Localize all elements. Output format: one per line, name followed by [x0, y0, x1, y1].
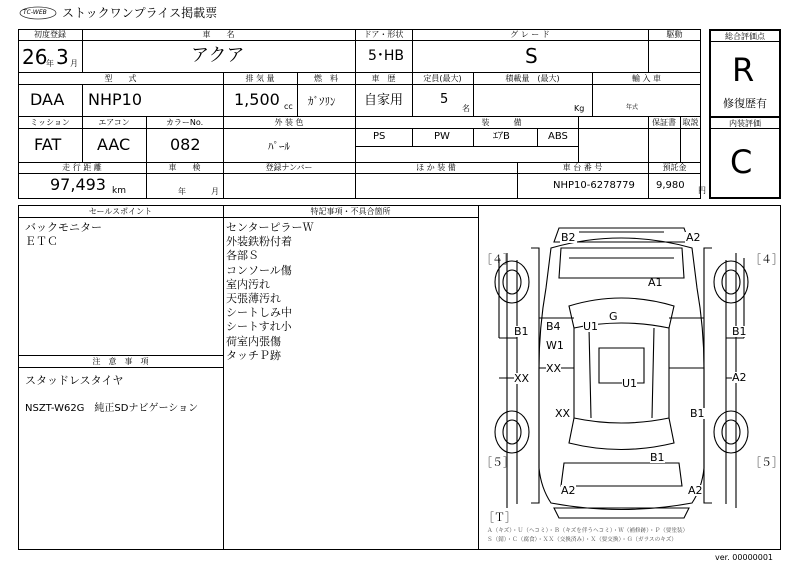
notes-label: 注 意 事 項 [92, 357, 149, 366]
deposit-value: 9,980 [656, 180, 685, 191]
damage-mark: U1 [583, 320, 599, 333]
overall-note: 修復歴有 [723, 97, 767, 110]
displacement-label: 排 気 量 [245, 74, 275, 83]
model-label: 型 式 [104, 74, 137, 83]
ext-color-value: ﾊﾟｰﾙ [268, 140, 290, 153]
inspection-label: 車 検 [168, 163, 201, 172]
grade-value: S [525, 44, 538, 68]
damage-mark: G [609, 310, 618, 323]
logo-text: TC-WEB [23, 9, 47, 16]
damage-mark: A2 [732, 371, 747, 384]
version-text: ver. 00000001 [715, 553, 774, 562]
equipment-label: 装 備 [481, 118, 522, 127]
kg-unit: Kg [574, 104, 585, 113]
interior-label: 内装評価 [729, 119, 761, 128]
damage-mark: A1 [648, 276, 663, 289]
damage-mark: B4 [546, 320, 561, 333]
import-label: 輸 入 車 [631, 74, 662, 83]
list-item: バックモニター [25, 221, 102, 234]
month-value: 3 [56, 45, 69, 69]
mission-value: FAT [34, 135, 62, 154]
year-value: 26 [22, 45, 48, 69]
year-unit: 年 [46, 59, 54, 68]
chassis-value: NHP10-6278779 [553, 180, 635, 191]
damage-mark: B1 [650, 451, 665, 464]
person-unit: 名 [462, 104, 470, 113]
list-item: シートしみ中 [226, 306, 292, 320]
overall-grade: R [732, 51, 755, 89]
list-item: ＥＴＣ [25, 235, 58, 249]
load-label: 積載量 (最大) [505, 74, 560, 83]
mileage-value: 97,493 [50, 175, 106, 194]
list-item: コンソール傷 [226, 263, 292, 277]
model-prefix-value: DAA [30, 90, 65, 109]
grade-label: グ レ ー ド [510, 30, 550, 39]
displacement-value: 1,500 [234, 90, 280, 109]
caution-item: スタッドレスタイヤ [25, 374, 124, 387]
equip-airbag: ｴｱB [493, 131, 510, 142]
capacity-label: 定員(最大) [423, 74, 462, 83]
list-item: シートすれ小 [226, 320, 292, 334]
color-no-label: カラーNo. [165, 118, 204, 127]
km-unit: km [112, 186, 126, 196]
equip-pw: PW [434, 131, 450, 142]
model-year-label: 年式 [626, 104, 639, 111]
first-reg-label: 初度登録 [34, 30, 66, 39]
aircon-value: AAC [97, 135, 131, 154]
history-value: 自家用 [364, 93, 404, 108]
damage-mark: XX [555, 407, 571, 420]
list-item: タッチＰ跡 [226, 348, 281, 362]
yen-unit: 円 [698, 186, 706, 195]
tire-rl-label: ［５］ [481, 456, 514, 469]
plate-label: 登録ナンバー [265, 163, 313, 172]
tire-rr-label: ［５］ [750, 456, 783, 469]
caution-item: NSZT-W62G 純正SDナビゲーション [25, 403, 199, 414]
damage-mark: XX [514, 372, 530, 385]
damage-mark: A2 [561, 484, 576, 497]
damage-mark: B1 [732, 325, 747, 338]
manual-label: 取説 [682, 118, 699, 127]
mileage-label: 走 行 距 離 [62, 163, 102, 172]
fuel-label: 燃 料 [314, 74, 338, 83]
legend-line-1: Ａ（キズ）・Ｕ（ヘコミ）・Ｂ（キズを伴うヘコミ）・Ｗ（補修跡）・Ｐ（要塗装） [487, 528, 689, 534]
damage-mark: A2 [686, 231, 701, 244]
aircon-label: エアコン [98, 118, 130, 127]
equip-ps: PS [373, 131, 386, 142]
chassis-label: 車 台 番 号 [562, 163, 603, 172]
door-shape-value: 5･HB [368, 48, 405, 64]
list-item: 室内汚れ [226, 277, 270, 291]
car-name-value: アクア [191, 45, 245, 66]
page-title: ストックワンプライス掲載票 [62, 6, 218, 20]
list-item: 荷室内張傷 [226, 334, 281, 348]
car-diagram [479, 218, 783, 524]
logo [18, 4, 58, 20]
damage-mark: B1 [690, 407, 705, 420]
damage-mark: B1 [514, 325, 529, 338]
car-name-label: 車 名 [202, 30, 235, 39]
drive-label: 駆動 [666, 30, 683, 39]
model-value: NHP10 [88, 90, 143, 109]
special-notes-list [226, 221, 314, 363]
inspection-month-unit: 月 [211, 187, 219, 196]
equip-abs: ABS [548, 131, 568, 142]
fuel-value: ｶﾞｿﾘﾝ [308, 95, 336, 108]
color-no-value: 082 [170, 135, 201, 154]
list-item: 各部Ｓ [226, 249, 259, 263]
month-unit: 月 [70, 59, 78, 68]
damage-mark: U1 [622, 377, 638, 390]
sales-point-list [25, 221, 102, 249]
damage-mark: A2 [688, 484, 703, 497]
list-item: 外装鉄粉付着 [226, 235, 292, 249]
ext-color-label: 外 装 色 [274, 118, 304, 127]
deposit-label: 預託金 [662, 163, 687, 172]
legend-line-2: Ｓ（錆）・Ｃ（腐食）・ＸＸ（交換済み）・Ｘ（要交換）・Ｇ（ガラスのキズ） [487, 537, 677, 543]
damage-mark: B2 [561, 231, 576, 244]
interior-grade: C [730, 143, 753, 181]
tire-t-label: ［Ｔ］ [483, 511, 516, 524]
special-label: 特記事項・不具合箇所 [310, 207, 391, 216]
history-label: 車 歴 [371, 74, 396, 83]
warranty-label: 保証書 [652, 118, 676, 127]
cc-unit: cc [284, 102, 293, 111]
mission-label: ミッション [30, 118, 70, 127]
sales-point-label: セールスポイント [88, 207, 153, 216]
list-item: センターピラーＷ [226, 221, 314, 234]
damage-mark: XX [546, 362, 562, 375]
overall-label: 総合評価点 [725, 32, 765, 41]
inspection-year-unit: 年 [178, 187, 186, 196]
capacity-value: 5 [440, 92, 449, 107]
door-shape-label: ドア・形状 [363, 30, 404, 39]
other-equip-label: ほ か 装 備 [416, 163, 456, 172]
damage-mark: W1 [546, 339, 564, 352]
tire-fl-label: ［４］ [481, 253, 514, 266]
list-item: 天張薄汚れ [226, 292, 281, 306]
tire-fr-label: ［４］ [750, 253, 783, 266]
